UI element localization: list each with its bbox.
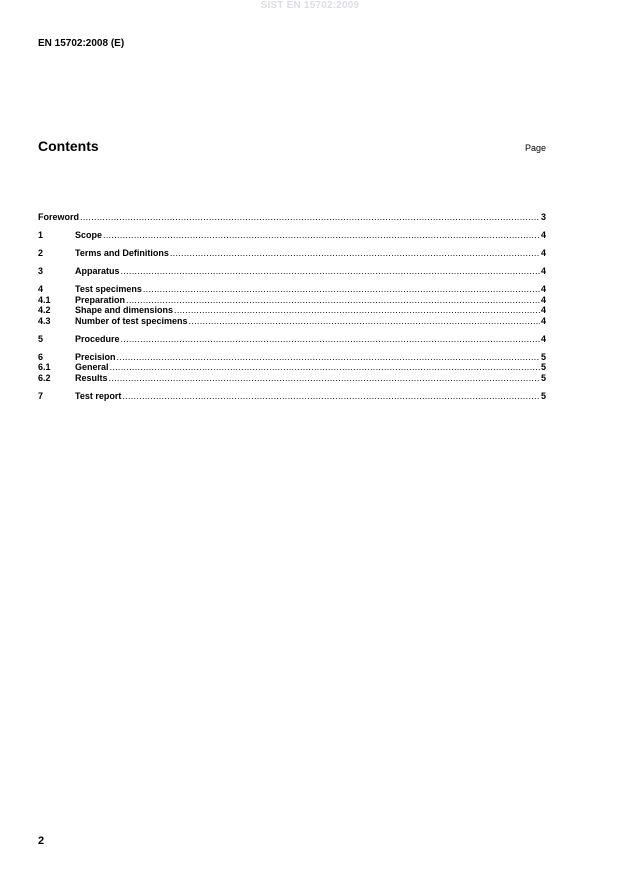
toc-entry-page: 5: [540, 372, 546, 383]
toc-entry-title: Preparation: [75, 294, 126, 305]
toc-entry-6-1[interactable]: [38, 362, 546, 373]
toc-entry-page: 4: [540, 294, 546, 305]
toc-entry-title: Number of test specimens: [75, 315, 188, 326]
table-of-contents: [38, 212, 546, 401]
dot-leader: [110, 362, 540, 373]
toc-entry-title: Procedure: [75, 333, 120, 344]
dot-leader: [103, 230, 540, 241]
dot-leader: [121, 266, 540, 277]
toc-entry-3[interactable]: [38, 266, 546, 277]
toc-entry-number: 4: [38, 284, 44, 294]
toc-entry-6-2[interactable]: [38, 373, 546, 384]
toc-entry-page: 5: [540, 390, 546, 401]
page-column-label: Page: [524, 143, 546, 153]
dot-leader: [117, 352, 540, 363]
toc-entry-title: Shape and dimensions: [75, 305, 174, 315]
toc-entry-number: 1: [38, 230, 44, 240]
dot-leader: [80, 212, 540, 223]
toc-entry-number: 6.2: [38, 372, 51, 383]
toc-entry-number: 3: [38, 266, 44, 276]
toc-entry-page: 5: [540, 351, 546, 362]
toc-entry-title: Terms and Definitions: [75, 248, 169, 258]
dot-leader: [121, 334, 540, 345]
toc-entry-title: General: [75, 362, 109, 372]
toc-entry-number: 6.1: [38, 362, 51, 372]
toc-entry-number: 4.1: [38, 294, 51, 305]
toc-entry-4-1[interactable]: [38, 295, 546, 306]
toc-entry-page: 4: [540, 230, 546, 240]
dot-leader: [109, 373, 540, 384]
toc-entry-title: Test specimens: [75, 284, 142, 294]
toc-entry-6[interactable]: [38, 352, 546, 363]
dot-leader: [143, 284, 540, 295]
toc-entry-number: 5: [38, 333, 44, 344]
toc-entry-number: 4.2: [38, 305, 51, 315]
document-id: EN 15702:2008 (E): [38, 38, 125, 49]
dot-leader: [189, 316, 540, 327]
watermark: SIST EN 15702:2009: [260, 0, 360, 11]
toc-entry-title: Scope: [75, 230, 103, 240]
toc-entry-page: 4: [540, 284, 546, 294]
toc-entry-4-2[interactable]: [38, 305, 546, 316]
toc-entry-4[interactable]: [38, 284, 546, 295]
toc-entry-title: Precision: [75, 351, 116, 362]
toc-entry-page: 4: [540, 333, 546, 344]
toc-entry-page: 4: [540, 315, 546, 326]
toc-entry-page: 4: [540, 266, 546, 276]
page-number: 2: [38, 835, 45, 847]
contents-heading: Contents: [38, 138, 99, 154]
toc-entry-page: 3: [540, 212, 546, 222]
dot-leader: [170, 248, 540, 259]
toc-entry-title: Test report: [75, 390, 122, 401]
toc-entry-title: Apparatus: [75, 266, 120, 276]
toc-entry-page: 4: [540, 305, 546, 315]
toc-entry-page: 5: [540, 362, 546, 372]
toc-entry-number: 6: [38, 351, 44, 362]
toc-entry-5[interactable]: [38, 334, 546, 345]
toc-entry-1[interactable]: [38, 230, 546, 241]
toc-entry-foreword[interactable]: [38, 212, 546, 223]
toc-entry-2[interactable]: [38, 248, 546, 259]
toc-entry-number: 7: [38, 390, 44, 401]
toc-entry-page: 4: [540, 248, 546, 258]
toc-entry-number: 2: [38, 248, 44, 258]
dot-leader: [174, 305, 540, 316]
toc-entry-title: Results: [75, 372, 108, 383]
toc-entry-7[interactable]: [38, 391, 546, 402]
dot-leader: [126, 295, 540, 306]
toc-entry-4-3[interactable]: [38, 316, 546, 327]
toc-entry-number: 4.3: [38, 315, 51, 326]
dot-leader: [122, 391, 540, 402]
toc-entry-title: Foreword: [38, 212, 80, 222]
